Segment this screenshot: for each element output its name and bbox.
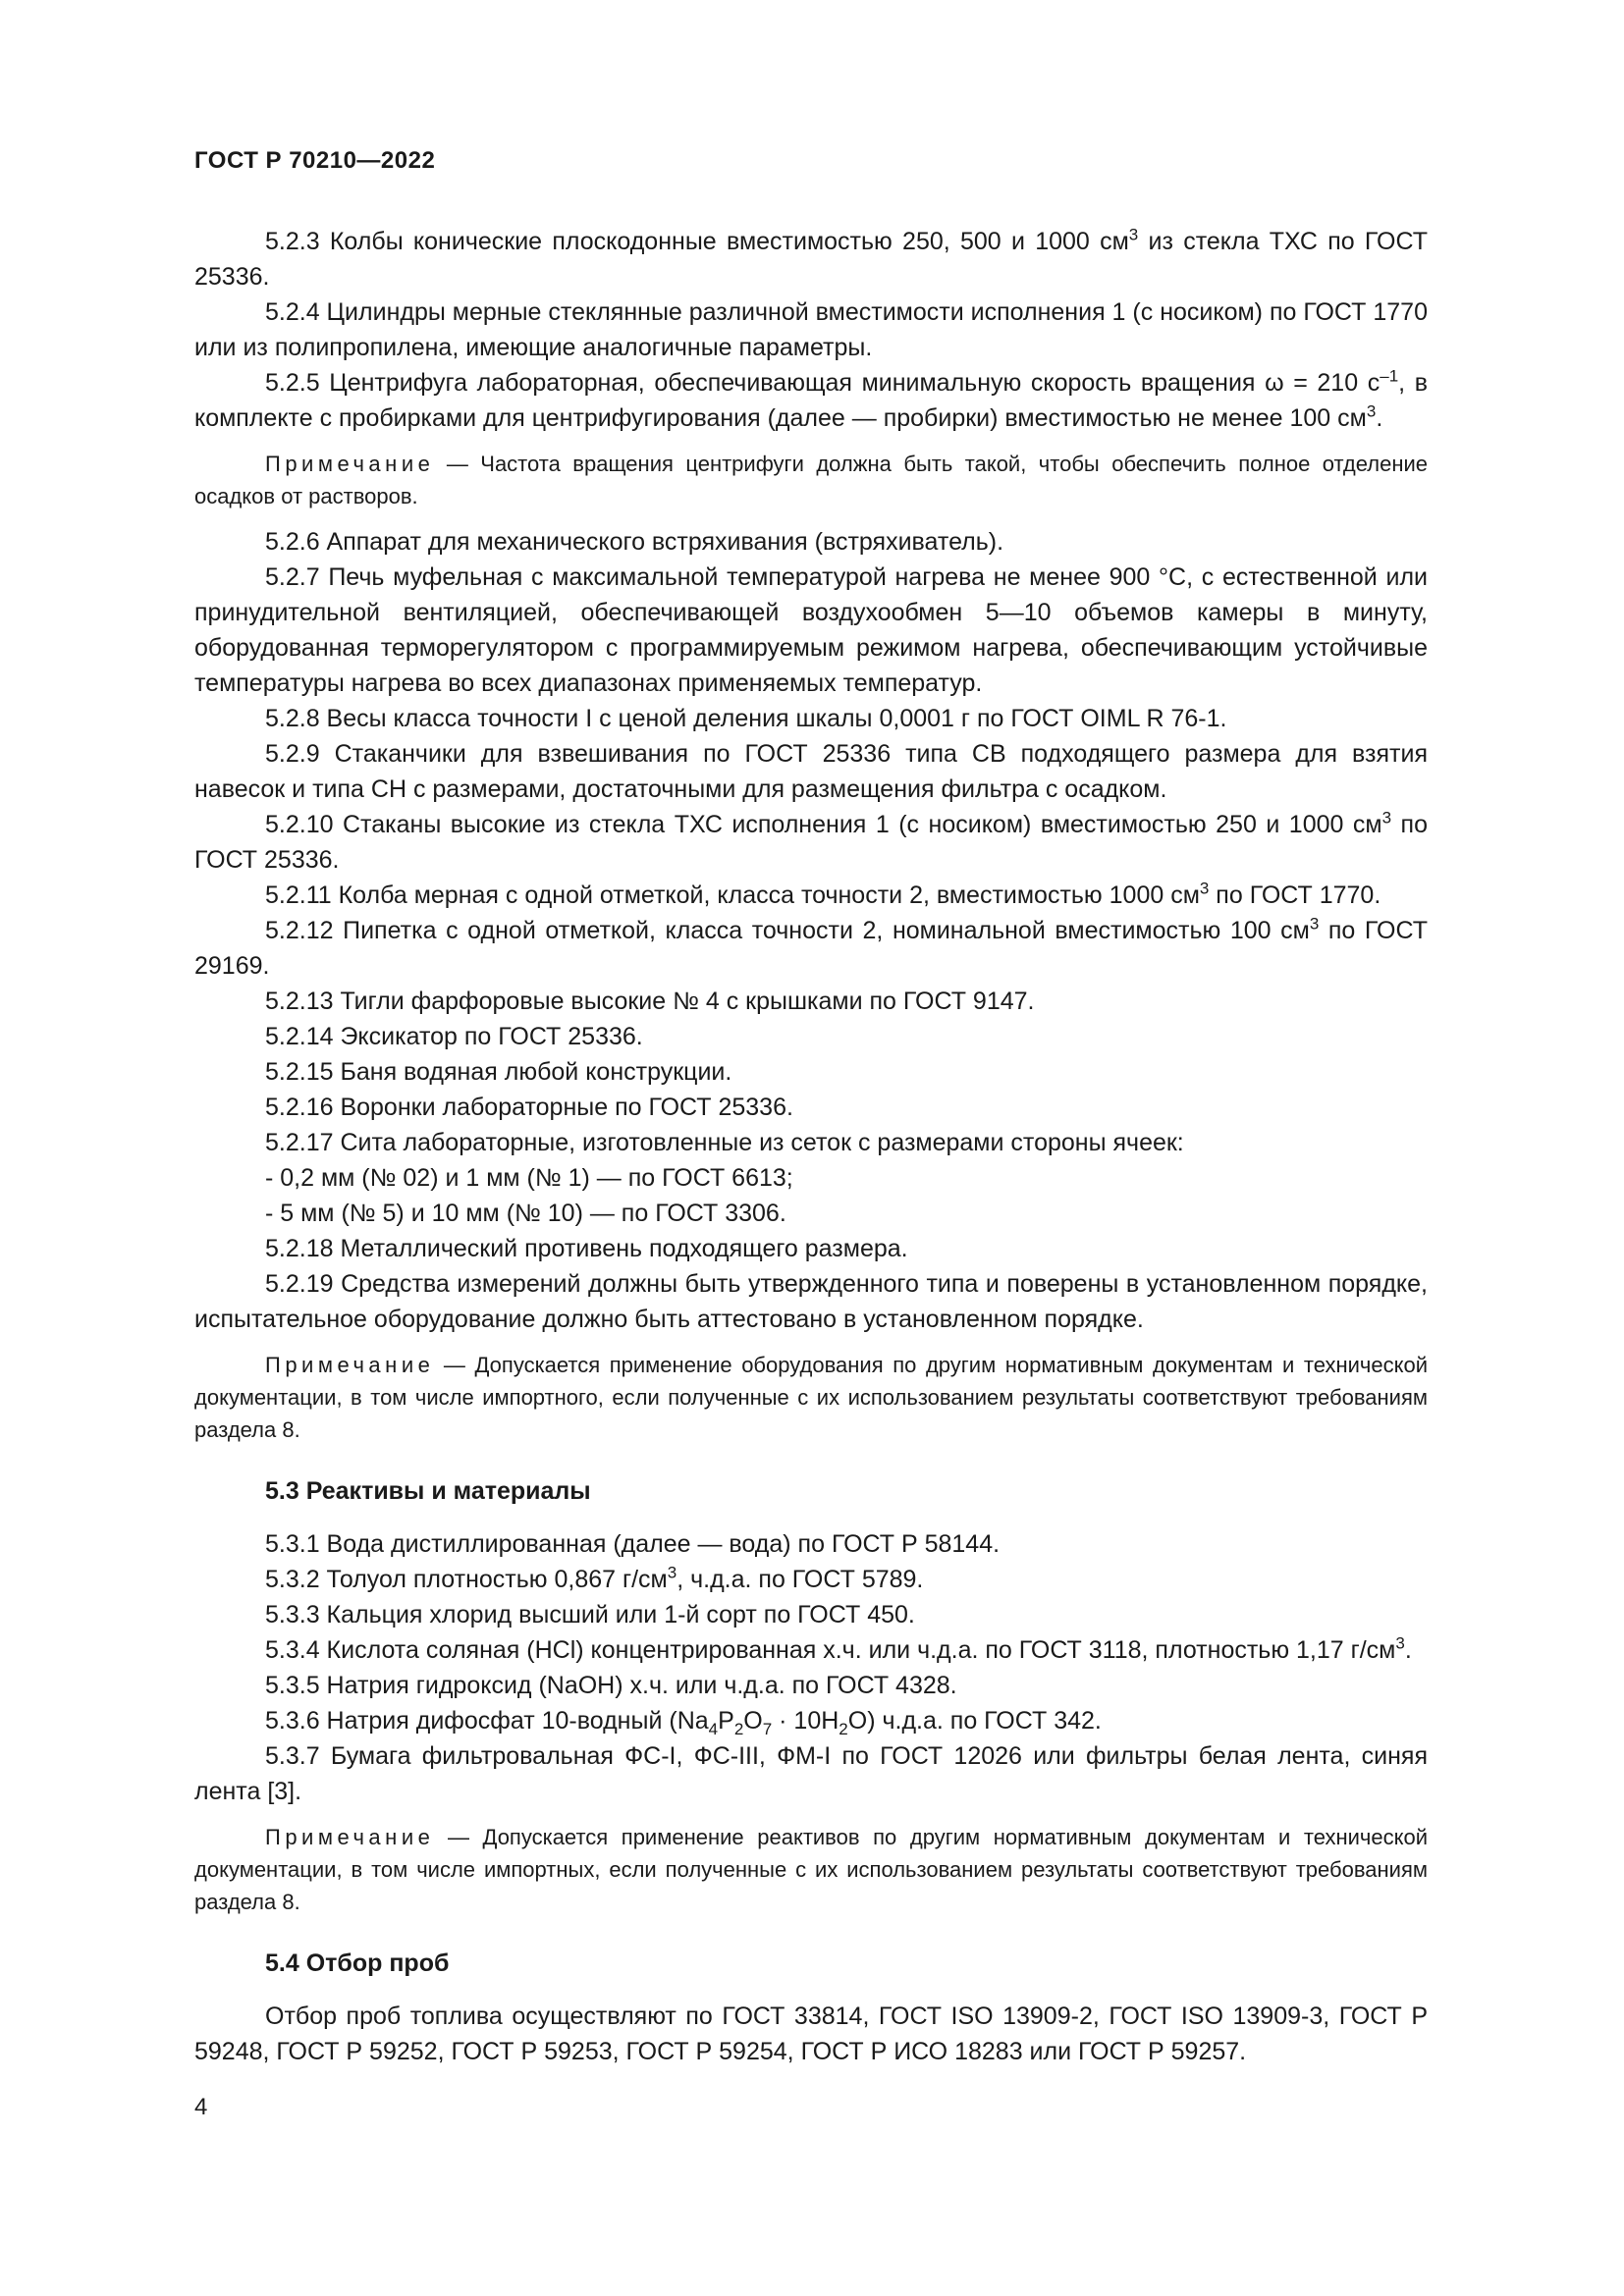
paragraph-5-2-3: 5.2.3 Колбы конические плоскодонные вместимостью 250, 500 и 1000 $см^3$ из стекла ТХС по ГОСТ 25336. [194, 225, 1428, 291]
paragraph-5-2-12: 5.2.12 Пипетка с одной отметкой, класса точности 2, номинальной вместимостью 100 $см^3$ по ГОСТ 29169. [194, 914, 1428, 980]
paragraph-5-3-5: 5.3.5 Натрия гидроксид (NaOH) х.ч. или ч.д.а. по ГОСТ 4328. [265, 1672, 957, 1699]
paragraph-5-3-6: 5.3.6 Натрия дифосфат 10-водный $(Na_4P_2O_7 \cdot 10H_2O)$ ч.д.а. по ГОСТ 342. [265, 1707, 1102, 1738]
paragraph-5-2-10: 5.2.10 Стаканы высокие из стекла ТХС исполнения 1 (с носиком) вместимостью 250 и 1000 $см^3$ по ГОСТ 25336. [194, 808, 1428, 874]
note-reagents: Примечание — Допускается применение реактивов по другим нормативным документам и технической документации, в том числе импортных, если полученные с их использованием результаты соответствуют требованиям раздела 8. [194, 1825, 1428, 1914]
note-label: Примечание [265, 1353, 435, 1377]
note-label: Примечание [265, 1825, 435, 1849]
paragraph-5-2-17: 5.2.17 Сита лабораторные, изготовленные из сеток с размерами стороны ячеек: [265, 1129, 1184, 1156]
paragraph-5-2-11: 5.2.11 Колба мерная с одной отметкой, класса точности 2, вместимостью 1000 $см^3$ по ГОСТ 1770. [265, 879, 1381, 909]
paragraph-5-2-13: 5.2.13 Тигли фарфоровые высокие № 4 с крышками по ГОСТ 9147. [265, 988, 1035, 1015]
paragraph-5-2-14: 5.2.14 Эксикатор по ГОСТ 25336. [265, 1023, 643, 1050]
paragraph-5-2-9: 5.2.9 Стаканчики для взвешивания по ГОСТ 25336 типа СВ подходящего размера для взятия навесок и типа СН с размерами, достаточными для размещения фильтра с осадком. [194, 740, 1428, 803]
document-body [194, 224, 1428, 2069]
paragraph-5-3-1: 5.3.1 Вода дистиллированная (далее — вода) по ГОСТ Р 58144. [265, 1530, 1001, 1558]
document-code-header: ГОСТ Р 70210—2022 [194, 147, 436, 174]
list-item-sieve-2: - 5 мм (№ 5) и 10 мм (№ 10) — по ГОСТ 3306. [265, 1200, 786, 1227]
paragraph-5-2-8: 5.2.8 Весы класса точности I с ценой деления шкалы 0,0001 г по ГОСТ OIML R 76-1. [265, 705, 1227, 732]
paragraph-5-4: Отбор проб топлива осуществляют по ГОСТ 33814, ГОСТ ISO 13909-2, ГОСТ ISO 13909-3, ГОСТ Р 59248, ГОСТ Р 59252, ГОСТ Р 59253, ГОСТ Р 59254, ГОСТ Р ИСО 18283 или ГОСТ Р 59257. [194, 2002, 1428, 2065]
note-label: Примечание [265, 452, 435, 476]
note-equipment: Примечание — Допускается применение оборудования по другим нормативным документам и технической документации, в том числе импортного, если полученные с их использованием результаты соответствуют требованиям раздела 8. [194, 1353, 1428, 1442]
paragraph-5-3-2: 5.3.2 Толуол плотностью 0,867 $г/см^3$, ч.д.а. по ГОСТ 5789. [265, 1563, 924, 1593]
paragraph-5-2-19: 5.2.19 Средства измерений должны быть утвержденного типа и поверены в установленном порядке, испытательное оборудование должно быть аттестовано в установленном порядке. [194, 1270, 1428, 1333]
paragraph-5-3-3: 5.3.3 Кальция хлорид высший или 1-й сорт по ГОСТ 450. [265, 1601, 915, 1629]
paragraph-5-3-7: 5.3.7 Бумага фильтровальная ФС-I, ФС-III, ФМ-I по ГОСТ 12026 или фильтры белая лента, синяя лента [3]. [194, 1742, 1428, 1805]
paragraph-5-2-6: 5.2.6 Аппарат для механического встряхивания (встряхиватель). [265, 528, 1004, 556]
page-number: 4 [194, 2094, 208, 2120]
note-centrifuge: Примечание — Частота вращения центрифуги должна быть такой, чтобы обеспечить полное отделение осадков от растворов. [194, 452, 1428, 508]
paragraph-5-3-4: 5.3.4 Кислота соляная (HCl) концентрированная х.ч. или ч.д.а. по ГОСТ 3118, плотностью 1,17 $г/см^3$. [265, 1633, 1412, 1664]
paragraph-5-2-16: 5.2.16 Воронки лабораторные по ГОСТ 25336. [265, 1094, 793, 1121]
paragraph-5-2-7: 5.2.7 Печь муфельная с максимальной температурой нагрева не менее 900 °С, с естественной или принудительной вентиляцией, обеспечивающей воздухообмен 5—10 объемов камеры в минуту, оборудованная терморегулятором с программируемым режимом нагрева, обеспечивающим устойчивые температуры нагрева во всех диапазонах применяемых температур. [194, 563, 1428, 697]
section-heading-5-3: 5.3 Реактивы и материалы [265, 1477, 591, 1505]
paragraph-5-2-5: 5.2.5 Центрифуга лабораторная, обеспечивающая минимальную скорость вращения ω = 210 $с^{-1}$, в комплекте с пробирками для центрифугирования (далее — пробирки) вместимостью не менее 100 $см^3$. [194, 366, 1428, 432]
paragraph-5-2-18: 5.2.18 Металлический противень подходящего размера. [265, 1235, 908, 1262]
section-heading-5-4: 5.4 Отбор проб [265, 1949, 450, 1977]
list-item-sieve-1: - 0,2 мм (№ 02) и 1 мм (№ 1) — по ГОСТ 6613; [265, 1164, 793, 1192]
paragraph-5-2-4: 5.2.4 Цилиндры мерные стеклянные различной вместимости исполнения 1 (с носиком) по ГОСТ 1770 или из полипропилена, имеющие аналогичные параметры. [194, 298, 1428, 361]
paragraph-5-2-15: 5.2.15 Баня водяная любой конструкции. [265, 1058, 732, 1086]
